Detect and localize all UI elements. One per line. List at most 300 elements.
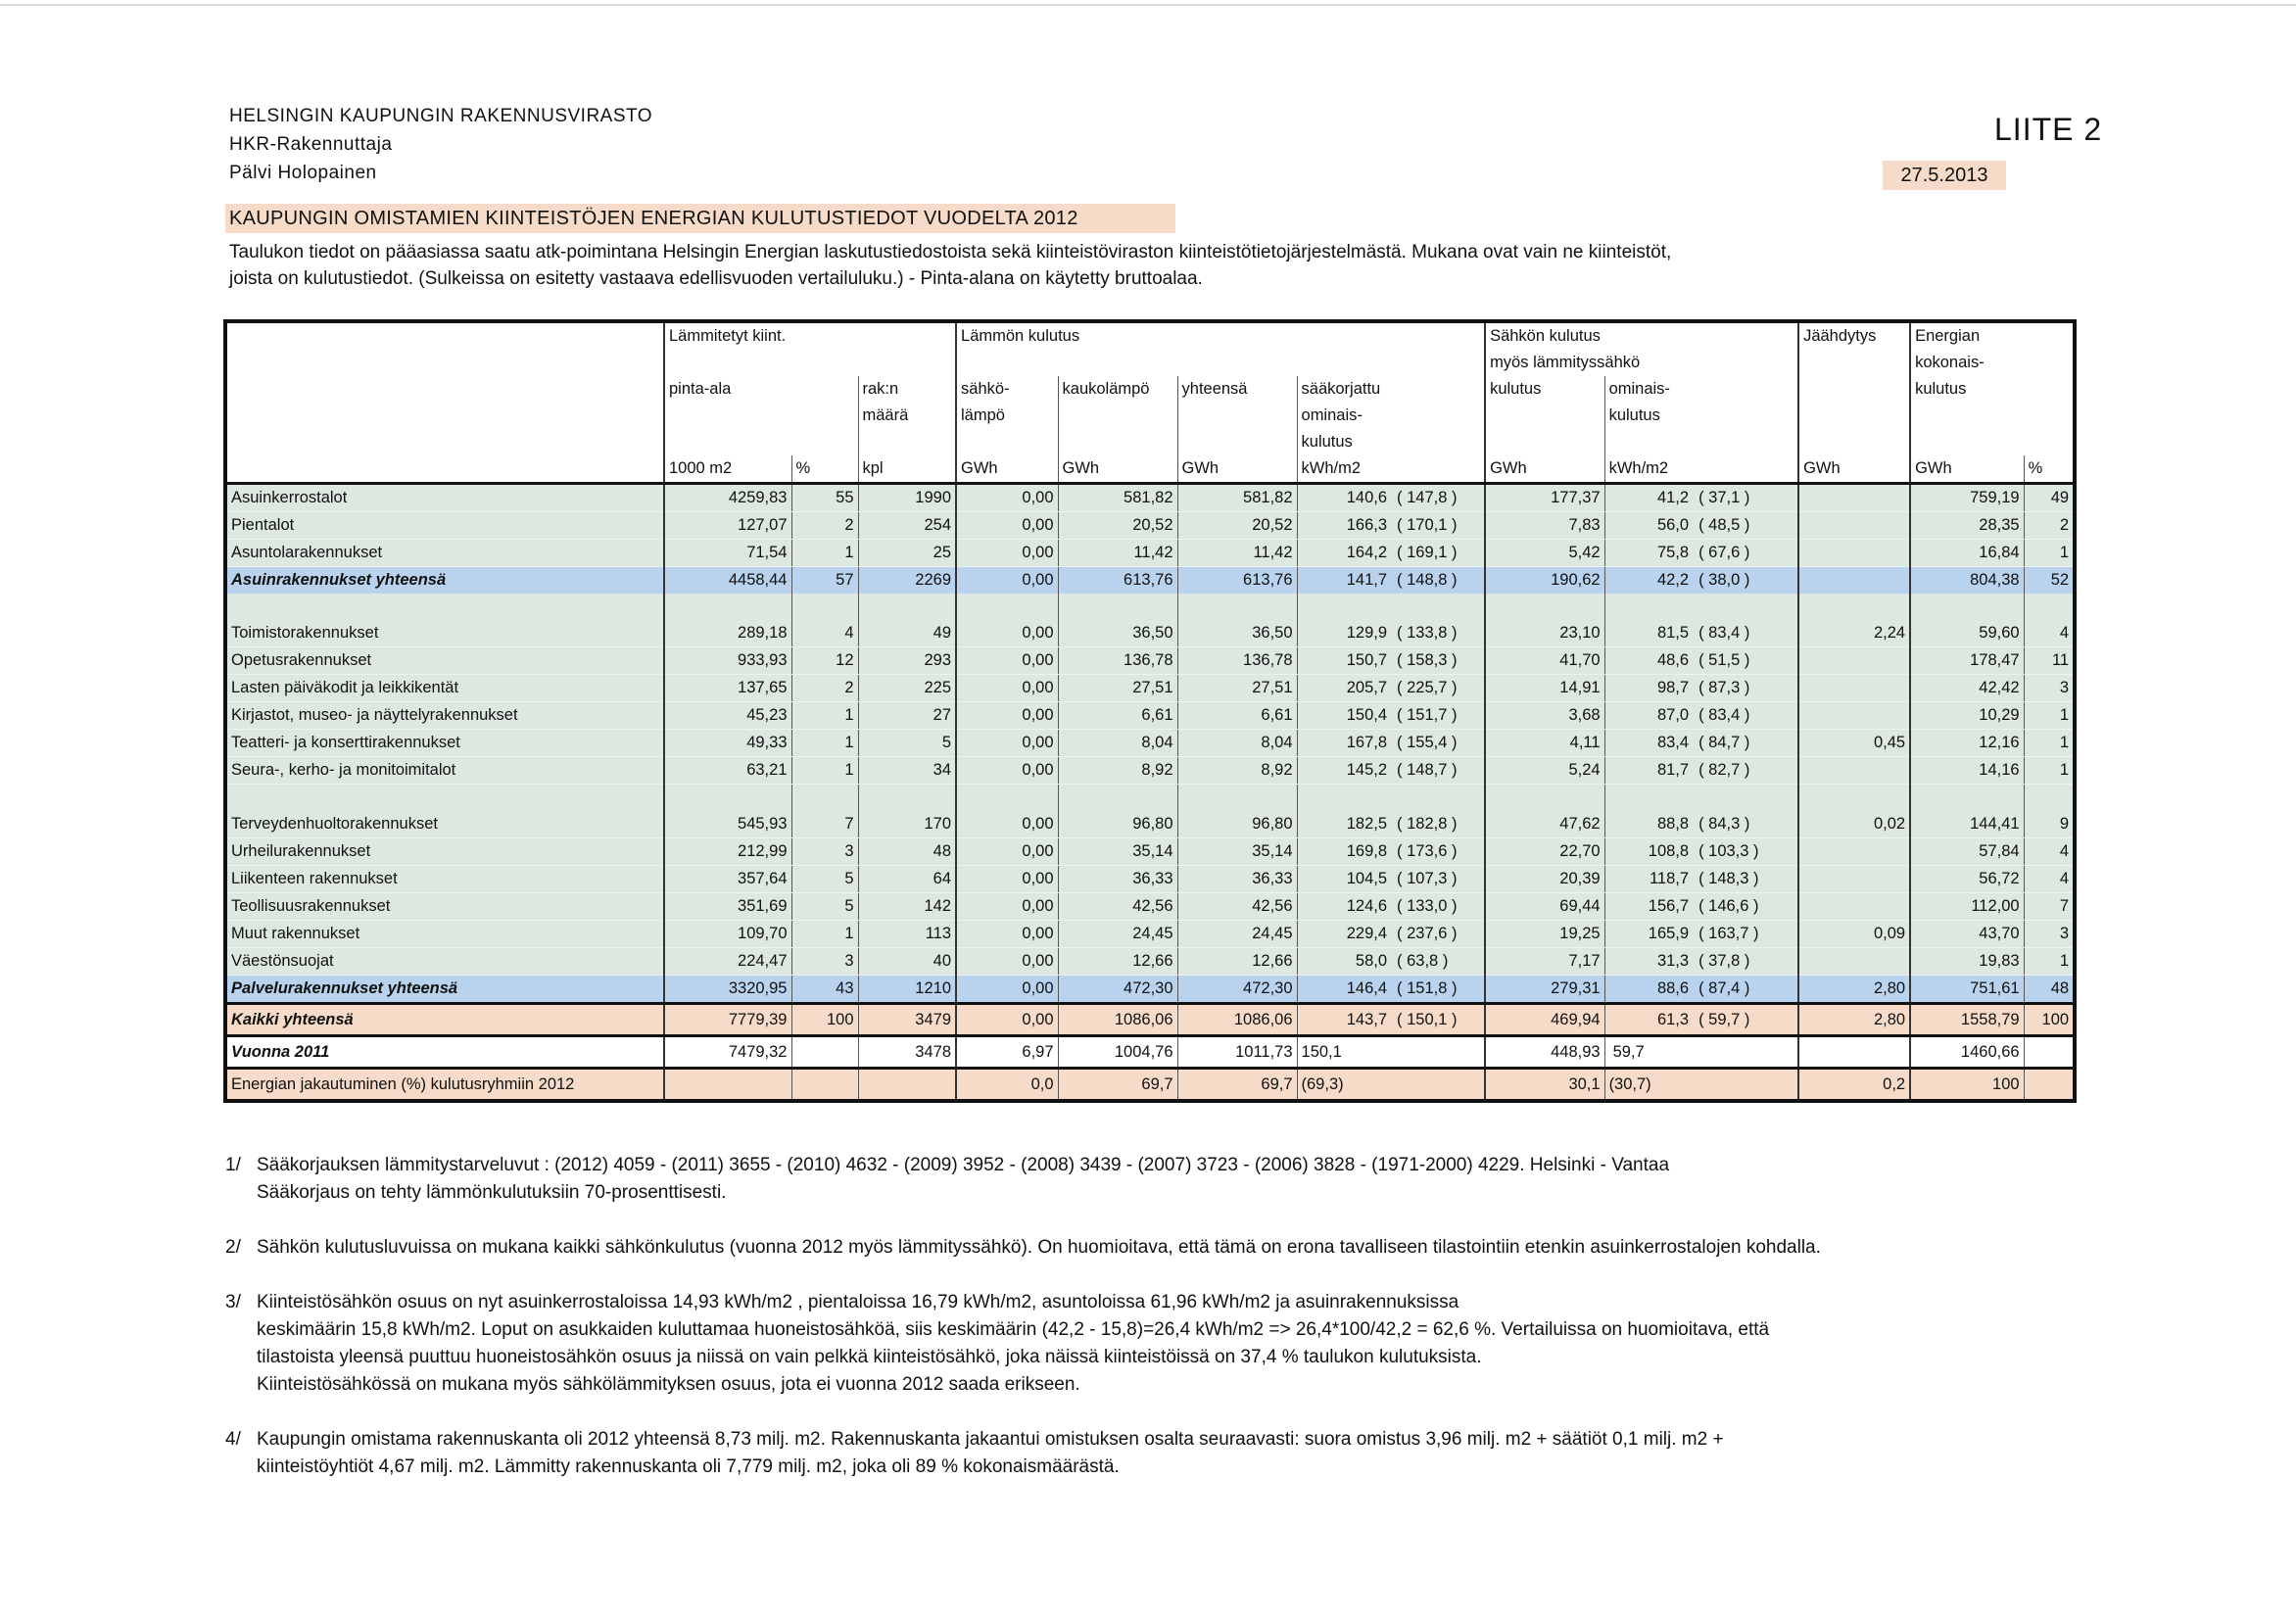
table-row [225,512,2075,540]
prev-value: 63,8 [1407,952,1439,970]
area-value: 7779,39 [664,1004,791,1036]
area-value: 49,33 [664,730,791,757]
heat-total: 12,66 [1177,948,1297,976]
specific-consumption-prev: ( 48,5 ) [1691,512,1798,540]
weather-corrected-prev: ( 237,6 ) [1389,921,1485,948]
energy-total: 28,35 [1910,512,2024,540]
heat-total: 69,7 [1177,1069,1297,1102]
electricity-consumption: 3,68 [1485,702,1604,730]
area-value: 545,93 [664,811,791,838]
specific-consumption: 31,3 [1604,948,1691,976]
area-value: 933,93 [664,647,791,675]
district-heat: 96,80 [1058,811,1177,838]
col-count-2: määrä [858,403,956,429]
table-row [225,620,2075,647]
footnote-line: Kiinteistösähkössä on mukana myös sähkölämmityksen osuus, jota ei vuonna 2012 saada erikseen. [257,1374,1080,1395]
energy-percent: 11 [2024,647,2075,675]
heat-total: 27,51 [1177,675,1297,702]
table-body [225,484,2075,1102]
col-elheat-2: lämpö [956,403,1058,429]
electricity-consumption: 5,42 [1485,540,1604,567]
electric-heat: 0,00 [956,757,1058,785]
row-label: Palvelurakennukset yhteensä [225,976,664,1004]
heat-total: 8,92 [1177,757,1297,785]
heat-total: 36,50 [1177,620,1297,647]
electric-heat: 0,00 [956,1004,1058,1036]
specific-consumption-prev: ( 67,6 ) [1691,540,1798,567]
appendix-label: LIITE 2 [1994,112,2103,147]
specific-consumption: 88,8 [1604,811,1691,838]
specific-consumption: 48,6 [1604,647,1691,675]
row-label: Väestönsuojat [225,948,664,976]
area-value: 4458,44 [664,567,791,595]
row-label: Opetusrakennukset [225,647,664,675]
weather-corrected: 205,7 [1297,675,1389,702]
building-count: 142 [858,893,956,921]
specific-consumption-prev: ( 87,3 ) [1691,675,1798,702]
energy-total: 59,60 [1910,620,2024,647]
document-date: 27.5.2013 [1883,161,2006,190]
heat-total: 24,45 [1177,921,1297,948]
district-heat: 613,76 [1058,567,1177,595]
cooling-value [1798,647,1910,675]
energy-percent: 100 [2024,1004,2075,1036]
area-value: 7479,32 [664,1036,791,1069]
col-energy-2: kokonais- [1910,350,2075,376]
col-spec-2: kulutus [1604,403,1798,429]
specific-consumption: 81,5 [1604,620,1691,647]
heat-total: 42,56 [1177,893,1297,921]
cooling-value [1798,757,1910,785]
table-row [225,675,2075,702]
spacer-row [225,785,2075,812]
area-value [664,1069,791,1102]
row-label: Liikenteen rakennukset [225,866,664,893]
electric-heat: 0,00 [956,512,1058,540]
prev-value: 83,4 [1708,706,1741,724]
footnote [225,1426,2086,1481]
area-percent: 43 [791,976,858,1004]
energy-percent: 4 [2024,866,2075,893]
building-count: 225 [858,675,956,702]
district-heat: 1004,76 [1058,1036,1177,1069]
weather-corrected: 150,1 [1297,1036,1389,1069]
table-header [225,321,2075,484]
unit-gwh: GWh [956,455,1058,484]
weather-corrected: 166,3 [1297,512,1389,540]
heat-total: 11,42 [1177,540,1297,567]
area-percent: 4 [791,620,858,647]
heat-total: 581,82 [1177,484,1297,512]
footnote-line: Kaupungin omistama rakennuskanta oli 2012 yhteensä 8,73 milj. m2. Rakennuskanta jakaantui omistuksen osalta seuraavasti: suora omistus 3,96 milj. m2 + säätiöt 0,1 milj. m2 + [257,1429,1724,1450]
energy-percent [2024,1036,2075,1069]
header-row [225,321,2075,350]
cooling-value: 0,45 [1798,730,1910,757]
weather-corrected-prev: ( 170,1 ) [1389,512,1485,540]
energy-percent [2024,1069,2075,1102]
specific-consumption-prev: ( 37,1 ) [1691,484,1798,512]
cooling-value: 2,24 [1798,620,1910,647]
distribution-row [225,1069,2075,1102]
specific-consumption-prev: ( 84,3 ) [1691,811,1798,838]
table-row [225,811,2075,838]
table-row [225,838,2075,866]
weather-corrected: 150,7 [1297,647,1389,675]
footnote-line: Sääkorjauksen lämmitystarveluvut : (2012) 4059 - (2011) 3655 - (2010) 4632 - (2009) 3952 - (2008) 3439 - (2007) 3723 - (2006) 3828 - (1971-2000) 4229. Helsinki - Vantaa [257,1155,1670,1175]
specific-consumption: 83,4 [1604,730,1691,757]
district-heat: 36,33 [1058,866,1177,893]
heat-total: 613,76 [1177,567,1297,595]
energy-total: 178,47 [1910,647,2024,675]
unit-gwh: GWh [1177,455,1297,484]
footnote-line: Sähkön kulutusluvuissa on mukana kaikki sähkönkulutus (vuonna 2012 myös lämmityssähkö). On huomioitava, että tämä on erona tavalliseen tilastointiin etenkin asuinkerrostalojen kohdalla. [257,1237,1821,1258]
unit-pct: % [791,455,858,484]
unit-name: HKR-Rakennuttaja [229,134,393,155]
energy-total: 1460,66 [1910,1036,2024,1069]
area-percent: 3 [791,838,858,866]
prev-value: 169,1 [1407,544,1448,561]
electric-heat: 0,00 [956,838,1058,866]
weather-corrected: 169,8 [1297,838,1389,866]
row-label: Asuntolarakennukset [225,540,664,567]
weather-corrected: 164,2 [1297,540,1389,567]
col-electricity-sub: myös lämmityssähkö [1485,350,1798,376]
building-count: 1210 [858,976,956,1004]
prev-value: 148,7 [1407,761,1448,779]
weather-corrected: 124,6 [1297,893,1389,921]
col-energy-3: kulutus [1910,376,2075,403]
weather-corrected: 141,7 [1297,567,1389,595]
electricity-consumption: 20,39 [1485,866,1604,893]
col-group-heat: Lämmön kulutus [956,321,1485,350]
area-percent: 5 [791,866,858,893]
energy-total: 144,41 [1910,811,2024,838]
unit-gwh: GWh [1058,455,1177,484]
prev-value: 51,5 [1708,651,1741,669]
area-percent: 1 [791,540,858,567]
weather-corrected-prev [1389,1036,1485,1069]
prev-value: 133,8 [1407,624,1448,642]
building-count: 34 [858,757,956,785]
building-count: 3479 [858,1004,956,1036]
prev-value: 146,6 [1708,897,1749,915]
footnotes [225,1152,2086,1508]
weather-corrected: 167,8 [1297,730,1389,757]
author-name: Pälvi Holopainen [229,163,377,183]
area-value: 127,07 [664,512,791,540]
building-count: 3478 [858,1036,956,1069]
table-row [225,730,2075,757]
col-count-1: rak:n [858,376,956,403]
specific-consumption: 81,7 [1604,757,1691,785]
energy-total: 16,84 [1910,540,2024,567]
heat-total: 96,80 [1177,811,1297,838]
prev-value: 87,4 [1708,979,1741,997]
district-heat: 1086,06 [1058,1004,1177,1036]
heat-total: 1011,73 [1177,1036,1297,1069]
previous-year-row [225,1036,2075,1069]
cooling-value [1798,1036,1910,1069]
unit-kwhm2: kWh/m2 [1297,455,1485,484]
district-heat: 581,82 [1058,484,1177,512]
specific-consumption: 118,7 [1604,866,1691,893]
district-heat: 11,42 [1058,540,1177,567]
district-heat: 20,52 [1058,512,1177,540]
specific-consumption: 56,0 [1604,512,1691,540]
heat-total: 136,78 [1177,647,1297,675]
area-percent: 2 [791,512,858,540]
footnote-line: tilastoista yleensä puuttuu huoneistosähkön osuus ja niissä on vain pelkkä kiinteistösähkö, joka näissä kiinteistöissä on 37,4 % taulukon kulutuksista. [257,1347,1482,1367]
prev-value: 170,1 [1407,516,1448,534]
weather-corrected: (69,3) [1297,1069,1389,1102]
header-row [225,376,2075,403]
district-heat: 8,04 [1058,730,1177,757]
area-percent: 3 [791,948,858,976]
area-value: 289,18 [664,620,791,647]
cooling-value: 2,80 [1798,1004,1910,1036]
weather-corrected-prev: ( 173,6 ) [1389,838,1485,866]
prev-value: 83,4 [1708,624,1741,642]
specific-consumption: 42,2 [1604,567,1691,595]
energy-percent: 3 [2024,921,2075,948]
intro-text [229,239,1845,292]
energy-total: 19,83 [1910,948,2024,976]
weather-corrected-prev: ( 148,7 ) [1389,757,1485,785]
specific-consumption: 165,9 [1604,921,1691,948]
building-count: 293 [858,647,956,675]
table-row [225,866,2075,893]
cooling-value: 0,02 [1798,811,1910,838]
area-percent: 1 [791,730,858,757]
area-value: 71,54 [664,540,791,567]
heat-total: 35,14 [1177,838,1297,866]
electricity-consumption: 448,93 [1485,1036,1604,1069]
prev-value: 148,3 [1708,870,1749,887]
table-row [225,647,2075,675]
energy-percent: 1 [2024,702,2075,730]
energy-percent: 4 [2024,838,2075,866]
weather-corrected: 150,4 [1297,702,1389,730]
cooling-value [1798,540,1910,567]
specific-consumption: 156,7 [1604,893,1691,921]
col-wc-3: kulutus [1297,429,1485,455]
electricity-consumption: 14,91 [1485,675,1604,702]
area-value: 63,21 [664,757,791,785]
energy-total: 804,38 [1910,567,2024,595]
area-percent: 2 [791,675,858,702]
building-count: 64 [858,866,956,893]
specific-consumption: 87,0 [1604,702,1691,730]
electric-heat: 0,00 [956,893,1058,921]
electric-heat: 6,97 [956,1036,1058,1069]
weather-corrected-prev: ( 151,8 ) [1389,976,1485,1004]
weather-corrected-prev: ( 182,8 ) [1389,811,1485,838]
specific-consumption: 59,7 [1604,1036,1691,1069]
area-percent: 5 [791,893,858,921]
intro-line: joista on kulutustiedot. (Sulkeissa on esitetty vastaava edellisvuoden vertailuluku.) - Pinta-alana on käytetty bruttoalaa. [229,268,1203,289]
prev-value: 103,3 [1708,842,1749,860]
col-el-cons: kulutus [1485,376,1604,403]
specific-consumption-prev: ( 163,7 ) [1691,921,1798,948]
electric-heat: 0,00 [956,702,1058,730]
area-percent: 100 [791,1004,858,1036]
specific-consumption-prev: ( 51,5 ) [1691,647,1798,675]
col-group-heated: Lämmitetyt kiint. [664,321,956,350]
header-row [225,403,2075,429]
footnote-number: 2/ [225,1237,241,1258]
specific-consumption-prev [1691,1069,1798,1102]
cooling-value [1798,893,1910,921]
row-label: Seura-, kerho- ja monitoimitalot [225,757,664,785]
weather-corrected-prev: ( 148,8 ) [1389,567,1485,595]
energy-total: 751,61 [1910,976,2024,1004]
prev-value: 237,6 [1407,925,1448,942]
cooling-value [1798,512,1910,540]
energy-percent: 2 [2024,512,2075,540]
area-value: 3320,95 [664,976,791,1004]
prev-value: 147,8 [1407,489,1448,506]
building-count: 25 [858,540,956,567]
row-label: Urheilurakennukset [225,838,664,866]
energy-percent: 1 [2024,948,2075,976]
area-percent [791,1069,858,1102]
electricity-consumption: 469,94 [1485,1004,1604,1036]
district-heat: 42,56 [1058,893,1177,921]
area-percent [791,1036,858,1069]
prev-value: 150,1 [1407,1010,1448,1028]
cooling-value: 2,80 [1798,976,1910,1004]
heat-total: 1086,06 [1177,1004,1297,1036]
col-total: yhteensä [1177,376,1297,403]
electricity-consumption: 19,25 [1485,921,1604,948]
energy-percent: 9 [2024,811,2075,838]
specific-consumption-prev: ( 82,7 ) [1691,757,1798,785]
specific-consumption: 98,7 [1604,675,1691,702]
electricity-consumption: 7,17 [1485,948,1604,976]
letterhead [229,102,652,187]
table-row [225,702,2075,730]
row-label: Teatteri- ja konserttirakennukset [225,730,664,757]
energy-total: 12,16 [1910,730,2024,757]
building-count: 40 [858,948,956,976]
col-energy-1: Energian [1910,321,2075,350]
energy-total: 43,70 [1910,921,2024,948]
row-label: Muut rakennukset [225,921,664,948]
col-area: pinta-ala [664,376,858,403]
energy-percent: 1 [2024,730,2075,757]
electric-heat: 0,00 [956,730,1058,757]
electric-heat: 0,00 [956,811,1058,838]
building-count: 5 [858,730,956,757]
energy-percent: 52 [2024,567,2075,595]
footnote-number: 1/ [225,1155,241,1175]
energy-total: 56,72 [1910,866,2024,893]
heat-total: 8,04 [1177,730,1297,757]
col-spec-1: ominais- [1604,376,1798,403]
electricity-consumption: 30,1 [1485,1069,1604,1102]
specific-consumption-prev: ( 83,4 ) [1691,702,1798,730]
specific-consumption-prev: ( 148,3 ) [1691,866,1798,893]
area-percent: 57 [791,567,858,595]
electric-heat: 0,00 [956,484,1058,512]
district-heat: 35,14 [1058,838,1177,866]
electric-heat: 0,00 [956,866,1058,893]
row-label: Kirjastot, museo- ja näyttelyrakennukset [225,702,664,730]
row-label: Vuonna 2011 [225,1036,664,1069]
prev-value: 158,3 [1407,651,1448,669]
weather-corrected-prev: ( 133,0 ) [1389,893,1485,921]
weather-corrected: 182,5 [1297,811,1389,838]
specific-consumption-prev: ( 146,6 ) [1691,893,1798,921]
specific-consumption-prev: ( 38,0 ) [1691,567,1798,595]
weather-corrected: 143,7 [1297,1004,1389,1036]
specific-consumption-prev: ( 83,4 ) [1691,620,1798,647]
footnote-number: 3/ [225,1292,241,1312]
energy-percent: 48 [2024,976,2075,1004]
unit-kpl: kpl [858,455,956,484]
units-row [225,455,2075,484]
col-elheat-1: sähkö- [956,376,1058,403]
area-value: 357,64 [664,866,791,893]
specific-consumption: 75,8 [1604,540,1691,567]
table-row [225,540,2075,567]
specific-consumption-prev: ( 103,3 ) [1691,838,1798,866]
weather-corrected-prev: ( 133,8 ) [1389,620,1485,647]
district-heat: 12,66 [1058,948,1177,976]
building-count: 1990 [858,484,956,512]
grand-total-row [225,1004,2075,1036]
prev-value: 148,8 [1407,571,1448,589]
weather-corrected-prev: ( 147,8 ) [1389,484,1485,512]
district-heat: 8,92 [1058,757,1177,785]
energy-total: 100 [1910,1069,2024,1102]
prev-value: 84,7 [1708,734,1741,751]
specific-consumption-prev: ( 59,7 ) [1691,1004,1798,1036]
weather-corrected-prev: ( 155,4 ) [1389,730,1485,757]
energy-percent: 4 [2024,620,2075,647]
district-heat: 6,61 [1058,702,1177,730]
table-row [225,893,2075,921]
energy-percent: 1 [2024,757,2075,785]
prev-value: 225,7 [1407,679,1448,696]
area-value: 137,65 [664,675,791,702]
building-count: 2269 [858,567,956,595]
specific-consumption-prev: ( 84,7 ) [1691,730,1798,757]
specific-consumption-prev [1691,1036,1798,1069]
prev-value: 67,6 [1708,544,1741,561]
heat-total: 6,61 [1177,702,1297,730]
prev-value: 84,3 [1708,815,1741,833]
weather-corrected: 140,6 [1297,484,1389,512]
cooling-value [1798,948,1910,976]
energy-total: 759,19 [1910,484,2024,512]
unit-kwhm2: kWh/m2 [1604,455,1798,484]
energy-percent: 1 [2024,540,2075,567]
row-label: Energian jakautuminen (%) kulutusryhmiin 2012 [225,1069,664,1102]
energy-total: 1558,79 [1910,1004,2024,1036]
unit-gwh: GWh [1485,455,1604,484]
prev-value: 151,7 [1407,706,1448,724]
specific-consumption: 61,3 [1604,1004,1691,1036]
prev-value: 37,8 [1708,952,1741,970]
area-percent: 1 [791,921,858,948]
electricity-consumption: 5,24 [1485,757,1604,785]
weather-corrected-prev: ( 225,7 ) [1389,675,1485,702]
electricity-consumption: 4,11 [1485,730,1604,757]
unit-gwh: GWh [1798,455,1910,484]
weather-corrected-prev: ( 151,7 ) [1389,702,1485,730]
electricity-consumption: 7,83 [1485,512,1604,540]
